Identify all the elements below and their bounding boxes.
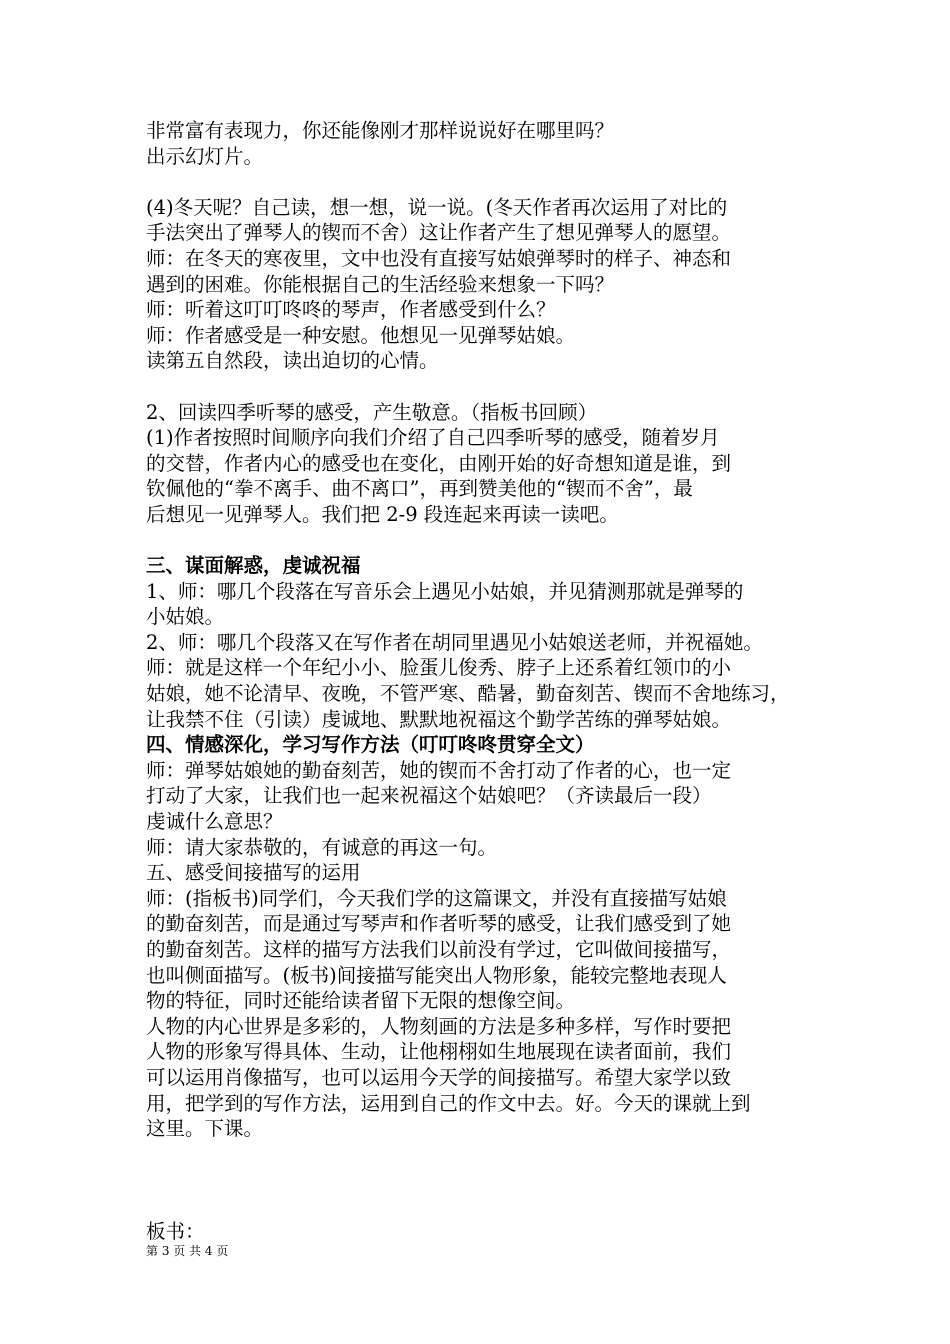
text-line: 钦佩他的“拳不离手、曲不离口”，再到赞美他的“锲而不舍”，最 [146, 477, 693, 501]
text-line: 这里。下课。 [146, 1117, 264, 1141]
text-line: 2、回读四季听琴的感受，产生敬意。（指板书回顾） [146, 400, 598, 424]
text-line: 手法突出了弹琴人的锲而不舍）这让作者产生了想见弹琴人的愿望。 [146, 221, 732, 245]
text-line: 虔诚什么意思？ [146, 810, 283, 834]
text-line: 可以运用肖像描写，也可以运用今天学的间接描写。希望大家学以致 [146, 1065, 732, 1089]
text-line: 出示幻灯片。 [146, 144, 264, 168]
text-line: 让我禁不住（引读）虔诚地、默默地祝福这个勤学苦练的弹琴姑娘。 [146, 707, 732, 731]
text-line: 也叫侧面描写。(板书)间接描写能突出人物形象，能较完整地表现人 [146, 963, 727, 987]
text-line: 师：听着这叮叮咚咚的琴声，作者感受到什么？ [146, 298, 556, 322]
document-body [146, 118, 826, 1244]
board-notes-label: 板书： [146, 1219, 205, 1243]
blank-line [146, 1193, 826, 1219]
text-line: 小姑娘。 [146, 605, 225, 629]
text-line: 师：(指板书)同学们，今天我们学的这篇课文，并没有直接描写姑娘 [146, 886, 727, 910]
text-line: 的交替，作者内心的感受也在变化，由刚开始的好奇想知道是谁，到 [146, 451, 732, 475]
blank-line [146, 169, 826, 195]
text-line: 的勤奋刻苦，而是通过写琴声和作者听琴的感受，让我们感受到了她 [146, 912, 732, 936]
text-line: 师：请大家恭敬的，有诚意的再这一句。 [146, 835, 498, 859]
text-line: 非常富有表现力，你还能像刚才那样说说好在哪里吗？ [146, 119, 615, 142]
page-footer: 第 3 页 共 4 页 [146, 1244, 229, 1258]
blank-line [146, 1142, 826, 1168]
text-line: 后想见一见弹琴人。我们把 2-9 段连起来再读一读吧。 [146, 502, 619, 526]
text-line: (4)冬天呢？自己读，想一想，说一说。(冬天作者再次运用了对比的 [146, 195, 728, 219]
text-line: 物的特征，同时还能给读者留下无限的想像空间。 [146, 989, 576, 1013]
text-line: 姑娘，她不论清早、夜晚，不管严寒、酷暑，勤奋刻苦、锲而不舍地练习， [146, 682, 790, 706]
blank-line [146, 528, 826, 554]
text-line: 用，把学到的写作方法，运用到自己的作文中去。好。今天的课就上到 [146, 1091, 751, 1115]
blank-line [146, 1167, 826, 1193]
section-heading: 三、谋面解惑，虔诚祝福 [146, 554, 361, 578]
text-line: 师：作者感受是一种安慰。他想见一见弹琴姑娘。 [146, 323, 576, 347]
text-line: 师：就是这样一个年纪小小、脸蛋儿俊秀、脖子上还系着红领巾的小 [146, 656, 732, 680]
text-line: 人物的内心世界是多彩的，人物刻画的方法是多种多样，写作时要把 [146, 1014, 732, 1038]
text-line: 读第五自然段，读出迫切的心情。 [146, 349, 439, 373]
text-line: 1、师：哪几个段落在写音乐会上遇见小姑娘，并见猜测那就是弹琴的 [146, 579, 744, 603]
text-line: 2、师：哪几个段落又在写作者在胡同里遇见小姑娘送老师，并祝福她。 [146, 630, 763, 654]
blank-line [146, 374, 826, 400]
section-heading: 五、感受间接描写的运用 [146, 861, 361, 885]
text-line: 人物的形象写得具体、生动，让他栩栩如生地展现在读者面前，我们 [146, 1040, 732, 1064]
text-line: (1)作者按照时间顺序向我们介绍了自己四季听琴的感受，随着岁月 [146, 426, 720, 450]
text-line: 师：弹琴姑娘她的勤奋刻苦，她的锲而不舍打动了作者的心，也一定 [146, 758, 732, 782]
text-line: 遇到的困难。你能根据自己的生活经验来想象一下吗？ [146, 272, 615, 296]
text-line: 的勤奋刻苦。这样的描写方法我们以前没有学过，它叫做间接描写， [146, 938, 732, 961]
section-heading: 四、情感深化，学习写作方法（叮叮咚咚贯穿全文） [146, 733, 595, 757]
text-line: 师：在冬天的寒夜里，文中也没有直接写姑娘弹琴时的样子、神态和 [146, 246, 732, 270]
text-line: 打动了大家，让我们也一起来祝福这个姑娘吧？（齐读最后一段） [146, 784, 712, 808]
